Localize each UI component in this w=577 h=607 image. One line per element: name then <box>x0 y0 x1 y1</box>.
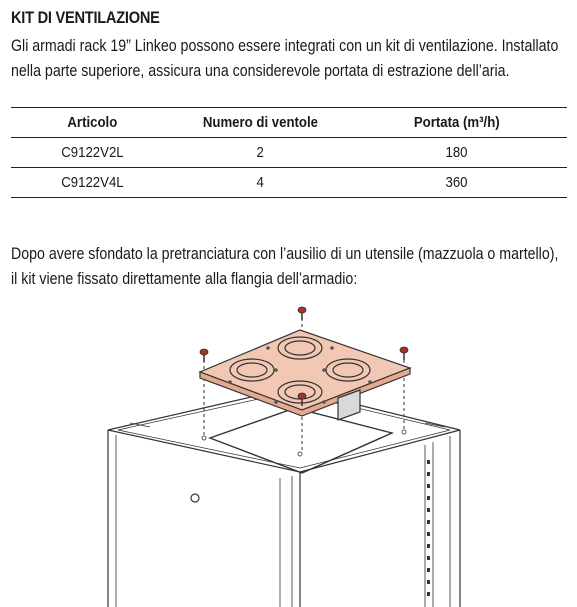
table-header-row <box>11 108 567 138</box>
section-title: KIT DI VENTILAZIONE <box>11 8 160 27</box>
cell-portata: 360 <box>445 174 469 191</box>
cell-portata: 180 <box>445 144 469 161</box>
knockout-opening <box>210 408 392 473</box>
intro-line-2: nella parte superiore, assicura una considerevole portata di estrazione dell’aria. <box>11 62 510 80</box>
screw-icon <box>400 347 408 360</box>
screw-icon <box>200 349 208 362</box>
fan-plate <box>200 330 410 420</box>
fan-icon <box>278 381 322 403</box>
fan-icon <box>230 359 274 381</box>
header-articolo: Articolo <box>11 108 173 138</box>
header-ventole: Numero di ventole <box>173 108 347 138</box>
cell-ventole: 2 <box>256 144 264 161</box>
hinge-icon <box>191 494 199 502</box>
intro-line-1: Gli armadi rack 19” Linkeo possono essere integrati con un kit di ventilazione. Installato <box>11 37 559 55</box>
instructions-line-2: il kit viene fissato direttamente alla flangia dell’armadio: <box>11 270 358 288</box>
cabinet-left-side <box>108 430 460 607</box>
cell-articolo: C9122V4L <box>60 174 124 191</box>
intro-paragraph <box>11 34 561 84</box>
fan-icon <box>278 337 322 359</box>
ventilation-kit-table <box>11 107 567 198</box>
header-portata: Portata (m³/h) <box>347 108 567 138</box>
screw-icon <box>298 307 306 320</box>
fan-icon <box>326 359 370 381</box>
ventilation-kit-illustration <box>0 290 577 607</box>
cell-articolo: C9122V2L <box>60 144 124 161</box>
instructions-paragraph <box>11 242 561 292</box>
cell-ventole: 4 <box>256 174 264 191</box>
table-row <box>11 168 567 198</box>
instructions-line-1: Dopo avere sfondato la pretranciatura con l’ausilio di un utensile (mazzuola o martello), <box>11 245 559 263</box>
table-row <box>11 138 567 168</box>
